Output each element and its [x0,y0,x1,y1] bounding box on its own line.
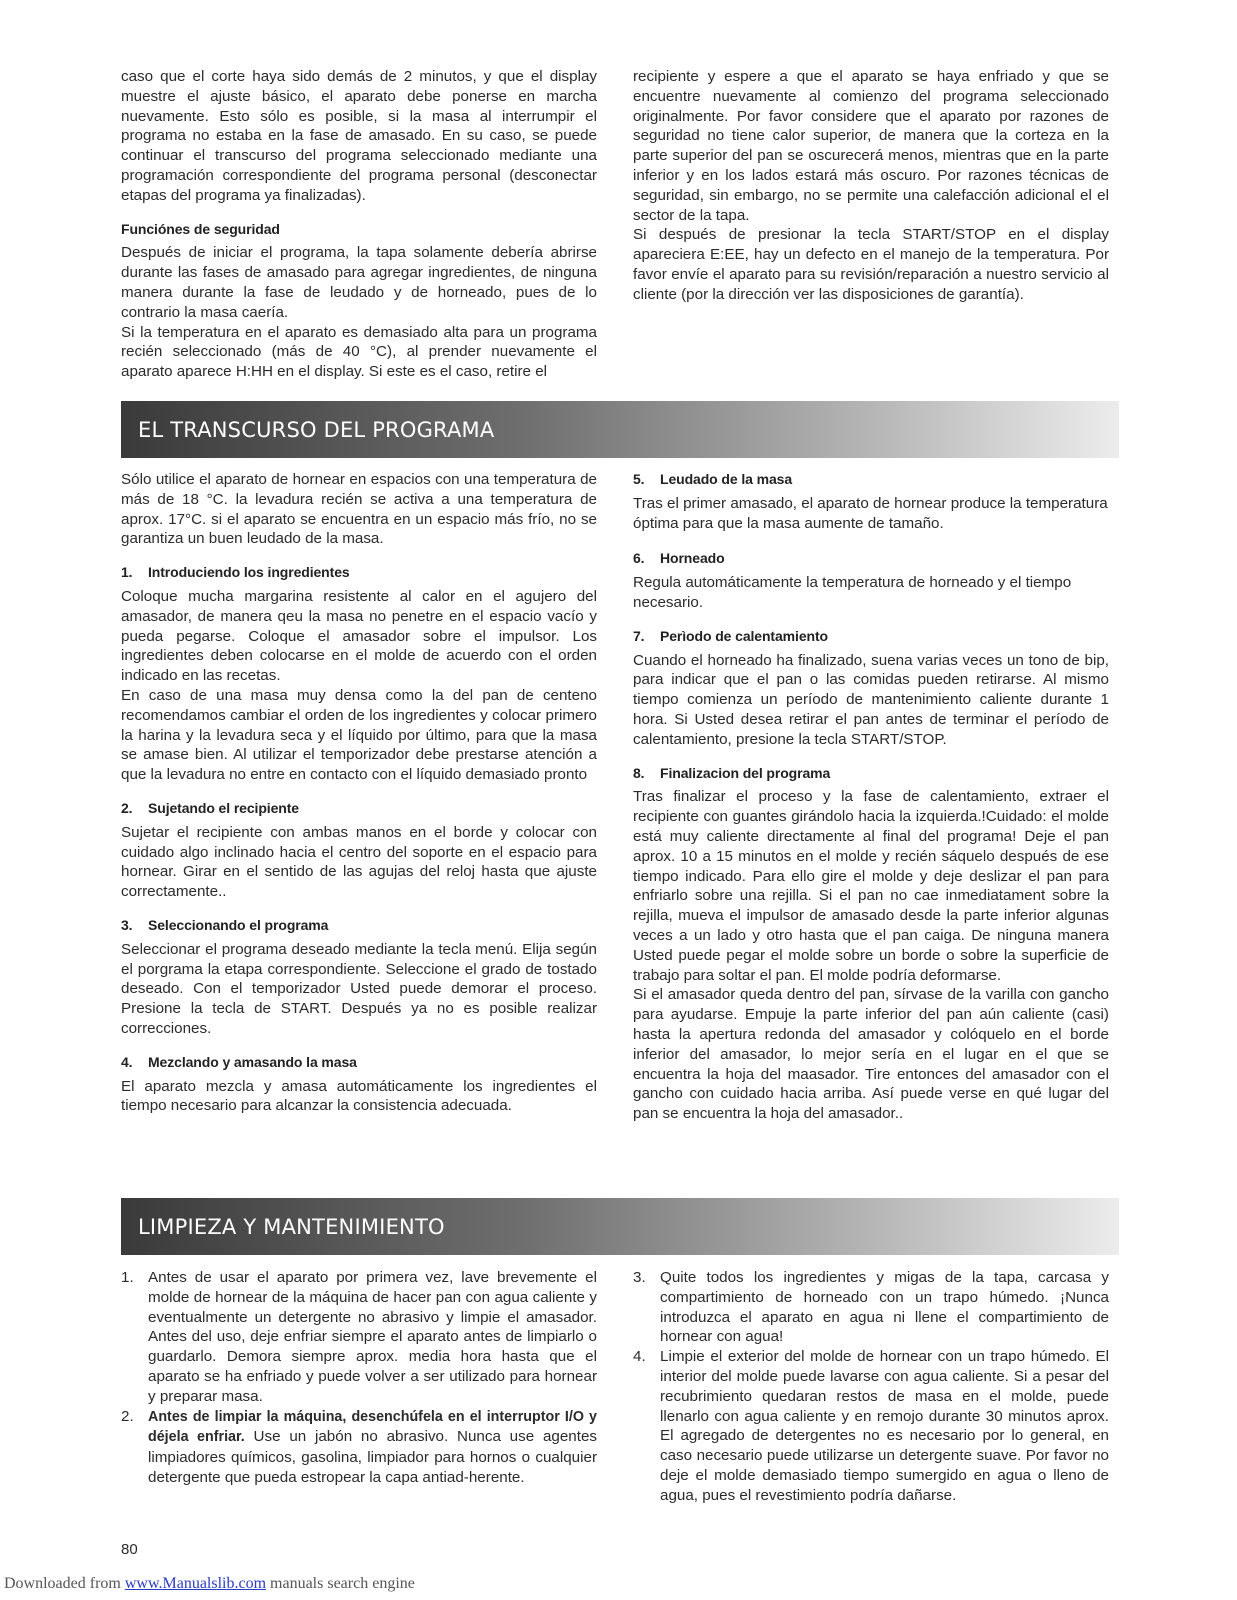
paragraph: Después de iniciar el programa, la tapa solamente debería abrirse durante las fases de amasado para agregar ingredientes, de ninguna manera durante la fase de leudado y de horneado, pues de lo contrario la masa caería. [121,244,597,321]
paragraph: Sujetar el recipiente con ambas manos en el borde y colocar con cuidado algo inclinado hacia el centro del soporte en el espacio para hornear. Girar en el sentido de las agujas del reloj hasta que ajuste correctamente.. [121,823,597,901]
paragraph: recipiente y espere a que el aparato se haya enfriado y que se encuentre nuevamente al comienzo del programa seleccionado originalmente. Por favor considere que el aparato por razones de seguridad no tiene calor superior, de manera que la corteza en la parte superior del pan se oscurecerá menos, mientras que en la parte inferior y en los lados estará más oscuro. Por razones técnicas de seguridad, sin embargo, no se permite una calefacción adicional el el sector de la tapa. [633,68,1109,224]
paragraph: Cuando el horneado ha finalizado, suena varias veces un tono de bip, para indicar que el pan o las comidas pueden retirarse. Al mismo tiempo comienza un período de mantenimiento caliente durante 1 hora. Si Usted desea retirar el pan antes de terminar el período de calentamiento, presione la tecla START/STOP. [633,651,1109,748]
step-number: 1. [121,564,133,581]
paragraph: Si después de presionar la tecla START/STOP en el display apareciera E:EE, hay un defecto en el manejo de la temperatura. Por favor envíe el aparato para su revisión/reparación a nuestro servicio al cliente (por la dirección ver las disposiciones de garantía). [633,226,1109,303]
item-number: 4. [633,1348,646,1366]
page-number: 80 [121,1541,138,1558]
step-heading [633,764,1109,784]
list-item [633,1347,1109,1505]
paragraph: Sólo utilice el aparato de hornear en espacios con una temperatura de más de 18 °C. la levadura recién se activa a una temperatura de aprox. 17°C. si el aparato se encuentra en un espacio más frío, no se garantiza un buen leudado de la masa. [121,471,597,548]
list-item [121,1268,597,1407]
paragraph: Si la temperatura en el aparato es demasiado alta para un programa recién seleccionado (más de 40 °C), al prender nuevamente el aparato aparece H:HH en el display. Si este es el caso, retire el [121,323,597,381]
item-bold-text: Antes de limpiar la máquina, desenchúfela en el interruptor I/O y déjela enfriar. [148,1408,597,1446]
step-heading [121,563,597,583]
section-heading: Funciónes de seguridad [121,220,280,237]
manualslib-link[interactable]: www.Manualslib.com [124,1575,267,1592]
paragraph: El aparato mezcla y amasa automáticamente los ingredientes el tiempo necesario para alcanzar la consistencia adecuada. [121,1077,597,1115]
step-number: 8. [633,764,645,781]
banner-title: EL TRANSCURSO DEL PROGRAMA [138,417,495,442]
item-text: Limpie el exterior del molde de hornear con un trapo húmedo. El interior del molde puede lavarse con agua caliente. Si a pesar del recubrimiento quedaran restos de masa en el molde, puede llenarlo con agua caliente y en remojo durante 30 minutos aprox. El agregado de detergentes no es necesario por lo general, en caso necesario puede utilizarse un detergente suave. Por favor no deje el molde demasiado tiempo sumergido en agua o lleno de agua, pues el revestimiento podría dañarse. [660,1348,1109,1504]
step-heading [121,916,597,936]
list-item [121,1407,597,1488]
step-heading [633,470,1109,490]
list-item [633,1268,1109,1347]
step-title: Introduciendo los ingredientes [148,564,350,581]
item-number: 2. [121,1407,134,1425]
top-right-column [633,67,1109,305]
cleaning-list [633,1268,1109,1506]
step-title: Horneado [660,550,725,567]
step-number: 3. [121,916,133,933]
step-heading [121,799,597,819]
paragraph: caso que el corte haya sido demás de 2 minutos, y que el display muestre el ajuste básico, el aparato debe ponerse en marcha nuevamente. Esto sólo es posible, si la masa al interrumpir el programa no estaba en la fase de amasado. En su caso, se puede continuar el transcurso del programa seleccionado mediante una programación correspondiente del programa personal (desconectar etapas del programa ya finalizadas). [121,68,597,204]
item-text: Antes de usar el aparato por primera vez, lave brevemente el molde de hornear de la máquina de hacer pan con agua caliente y eventualmente un detergente no abrasivo y limpie el amasador. Antes del uso, deje enfriar siempre el aparato antes de limpiarlo o guardarlo. Demora siempre aprox. media hora hasta que el aparato se ha enfriado y puede volver a ser utilizado para hornear y preparar masa. [148,1269,597,1405]
step-heading [121,1053,597,1073]
section-banner-limpieza [121,1198,1119,1255]
step-number: 6. [633,550,645,567]
step-number: 5. [633,471,645,487]
step-number: 2. [121,799,133,816]
step-heading [633,627,1109,647]
paragraph: Seleccionar el programa deseado mediante la tecla menú. Elija según el porgrama la etapa correspondiente. Seleccione el grado de tostado deseado. Con el temporizador Usted puede demorar el proceso. Presione la tecla de START. Después ya no es posible realizar correcciones. [121,940,597,1037]
item-number: 1. [121,1269,134,1286]
step-number: 4. [121,1053,133,1070]
footer-prefix: Downloaded from [4,1575,125,1592]
paragraph: Coloque mucha margarina resistente al calor en el agujero del amasador, de manera qeu la masa no penetre en el espacio vacío y pueda pegarse. Coloque el amasador sobre el impulsor. Los ingredientes deben colocarse en el molde de acuerdo con el orden indicado en las recetas. [121,587,597,685]
paragraph: Regula automáticamente la temperatura de horneado y el tiempo necesario. [633,574,1072,611]
footer-suffix: manuals search engine [266,1575,415,1592]
cleaning-left-column [121,1268,597,1488]
item-text: Use un jabón no abrasivo. Nunca use agentes limpiadores químicos, gasolina, limpiador para hornos o cualquier detergente que pueda estropear la capa antiad-herente. [148,1428,597,1486]
cleaning-list [121,1268,597,1488]
download-footer [4,1575,415,1593]
step-title: Mezclando y amasando la masa [148,1053,357,1070]
step-title: Seleccionando el programa [148,916,329,933]
step-number: 7. [633,627,645,644]
step-title: Sujetando el recipiente [148,799,299,816]
paragraph: Tras el primer amasado, el aparato de hornear produce la temperatura óptima para que la masa aumente de tamaño. [633,494,1108,532]
program-right-column [633,470,1109,1124]
paragraph: En caso de una masa muy densa como la del pan de centeno recomendamos cambiar el orden de los ingredientes y colocar primero la harina y la levadura seca y el líquido por último, para que la masa se amase bien. Al utilizar el temporizador debe prestarse atención a que la levadura no entre en contacto con el líquido demasiado pronto [121,686,597,784]
step-title: Leudado de la masa [660,471,793,487]
step-title: Finalizacion del programa [660,764,831,781]
cleaning-right-column [633,1268,1109,1506]
paragraph: Si el amasador queda dentro del pan, sírvase de la varilla con gancho para ayudarse. Empuje la parte inferior del pan aún caliente (casi) hasta la apertura redonda del amasador y colóquelo en el borde inferior del amasador, lo mejor sería en el lugar en el que se encuentra la hoja del maasador. Tire entonces del amasador con el gancho con cuidado hacia arriba. Así puede verse en qué lugar del pan se encuentra la hoja del amasador.. [633,986,1109,1123]
top-left-column [121,67,597,382]
item-text: Quite todos los ingredientes y migas de la tapa, carcasa y compartimiento de horneado con un trapo húmedo. ¡Nunca introduzca el aparato en agua ni llene el compartimiento de hornear con agua! [660,1269,1109,1346]
item-number: 3. [633,1269,646,1286]
section-banner-programa [121,401,1119,458]
banner-title: LIMPIEZA Y MANTENIMIENTO [138,1214,445,1239]
step-heading [633,549,1109,569]
paragraph: Tras finalizar el proceso y la fase de calentamiento, extraer el recipiente con guantes girándolo hacia la izquierda.!Cuidado: el molde está muy caliente directamente al final del programa! Deje el pan aprox. 10 a 15 minutos en el molde y recién sáquelo después de ese tiempo indicado. Para ello gire el molde y deje deslizar el pan para enfriarlo sobre una rejilla. Si el pan no cae inmediatament sobre la rejilla, mueva el impulsor de amasado desde la parte inferior algunas veces a un lado y otro hasta que el pan caiga. De ninguna manera Usted puede pegar el molde sobre un borde o sobre la superficie de trabajo para soltar el pan. El molde podría deformarse. [633,788,1109,984]
program-left-column [121,470,597,1116]
step-title: Perìodo de calentamiento [660,627,828,644]
